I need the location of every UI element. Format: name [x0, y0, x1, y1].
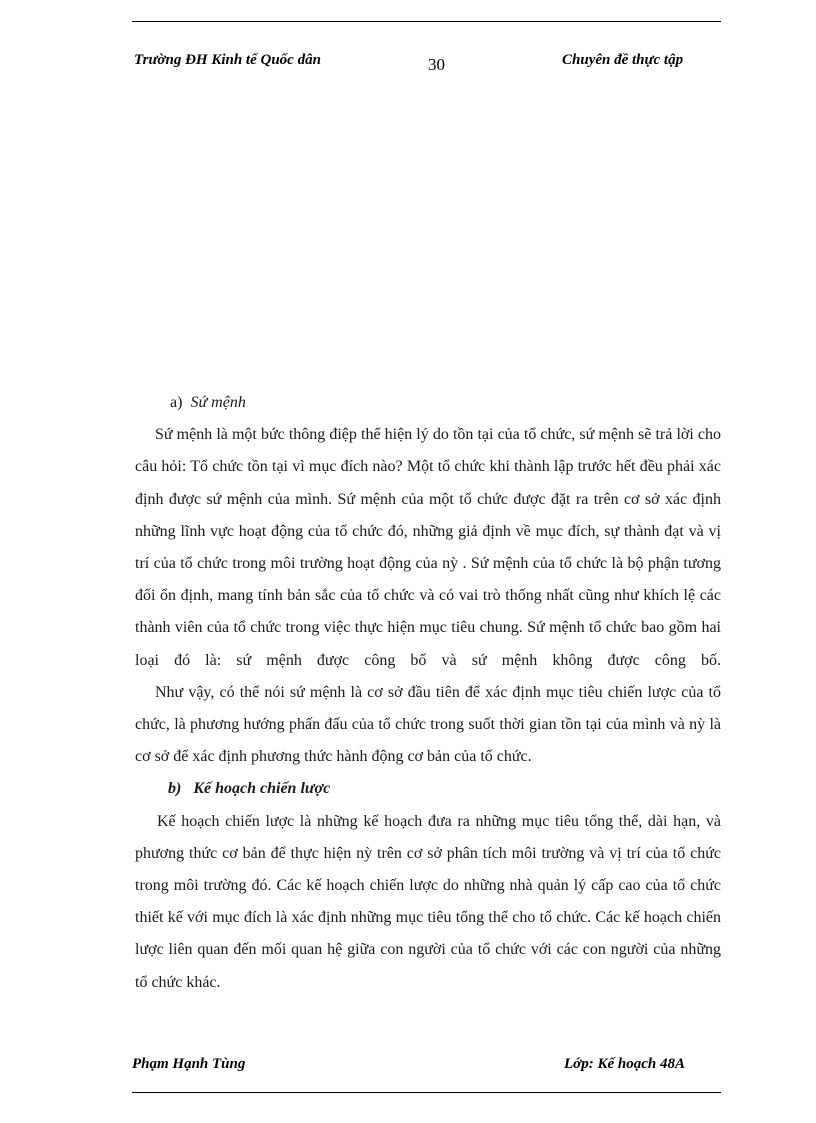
page-body [135, 387, 721, 999]
header-rule [132, 21, 721, 22]
section-a-title: Sứ mệnh [190, 394, 246, 411]
page-number: 30 [428, 55, 445, 74]
section-b-title: Kế hoạch chiến lược [193, 780, 331, 798]
section-a-paragraph-2: Như vậy, có thể nói sứ mệnh là cơ sở đầu tiên để xác định mục tiêu chiến lược của tổ chức, là phương hướng phấn đấu của tổ chức trong suốt thời gian tồn tại của mình và nỳ là cơ sở để xác định phương thức hành động cơ bản của tổ chức. [135, 683, 721, 766]
section-a-marker: a) [170, 394, 183, 411]
footer-class: Lớp: Kế hoạch 48A [564, 1056, 685, 1072]
header-document-type: Chuyên đề thực tập [562, 52, 684, 68]
header-university: Trường ĐH Kinh tế Quốc dân [134, 52, 321, 68]
section-b-heading [135, 773, 721, 805]
section-b-marker: b) [168, 780, 182, 798]
footer-rule [132, 1092, 721, 1093]
section-a-paragraph-1: Sứ mệnh là một bức thông điệp thể hiện lý do tồn tại của tổ chức, sứ mệnh sẽ trả lời cho câu hỏi: Tổ chức tồn tại vì mục đích nào? Một tổ chức khi thành lập trước hết đều phải xác định được sứ mệnh của mình. Sứ mệnh của một tổ chức được đặt ra trên cơ sở xác định những lĩnh vực hoạt động của tổ chức đó, những giả định về mục đích, sự thành đạt và vị trí của tổ chức trong môi trường hoạt động của nỳ . Sứ mệnh của tổ chức là bộ phận tương đối ổn định, mang tính bản sắc của tổ chức và có vai trò thống nhất cũng như khích lệ các thành viên của tổ chức trong việc thực hiện mục tiêu chung. Sứ mệnh tổ chức bao gồm hai loại đó là: sứ mệnh được công bố và sứ mệnh không được công bố. [135, 426, 721, 669]
section-a-heading [135, 387, 721, 419]
footer-author: Phạm Hạnh Tùng [132, 1056, 246, 1072]
section-b-paragraph-1: Kế hoạch chiến lược là những kế hoạch đưa ra những mục tiêu tổng thể, dài hạn, và phương thức cơ bản để thực hiện nỳ trên cơ sở phân tích môi trường và vị trí của tổ chức trong môi trường đó. Các kế hoạch chiến lược do những nhà quản lý cấp cao của tổ chức thiết kế với mục đích là xác định những mục tiêu tổng thể cho tổ chức. Các kế hoạch chiến lược liên quan đến mối quan hệ giữa con người của tổ chức với các con người của những tổ chức khác. [135, 812, 721, 991]
